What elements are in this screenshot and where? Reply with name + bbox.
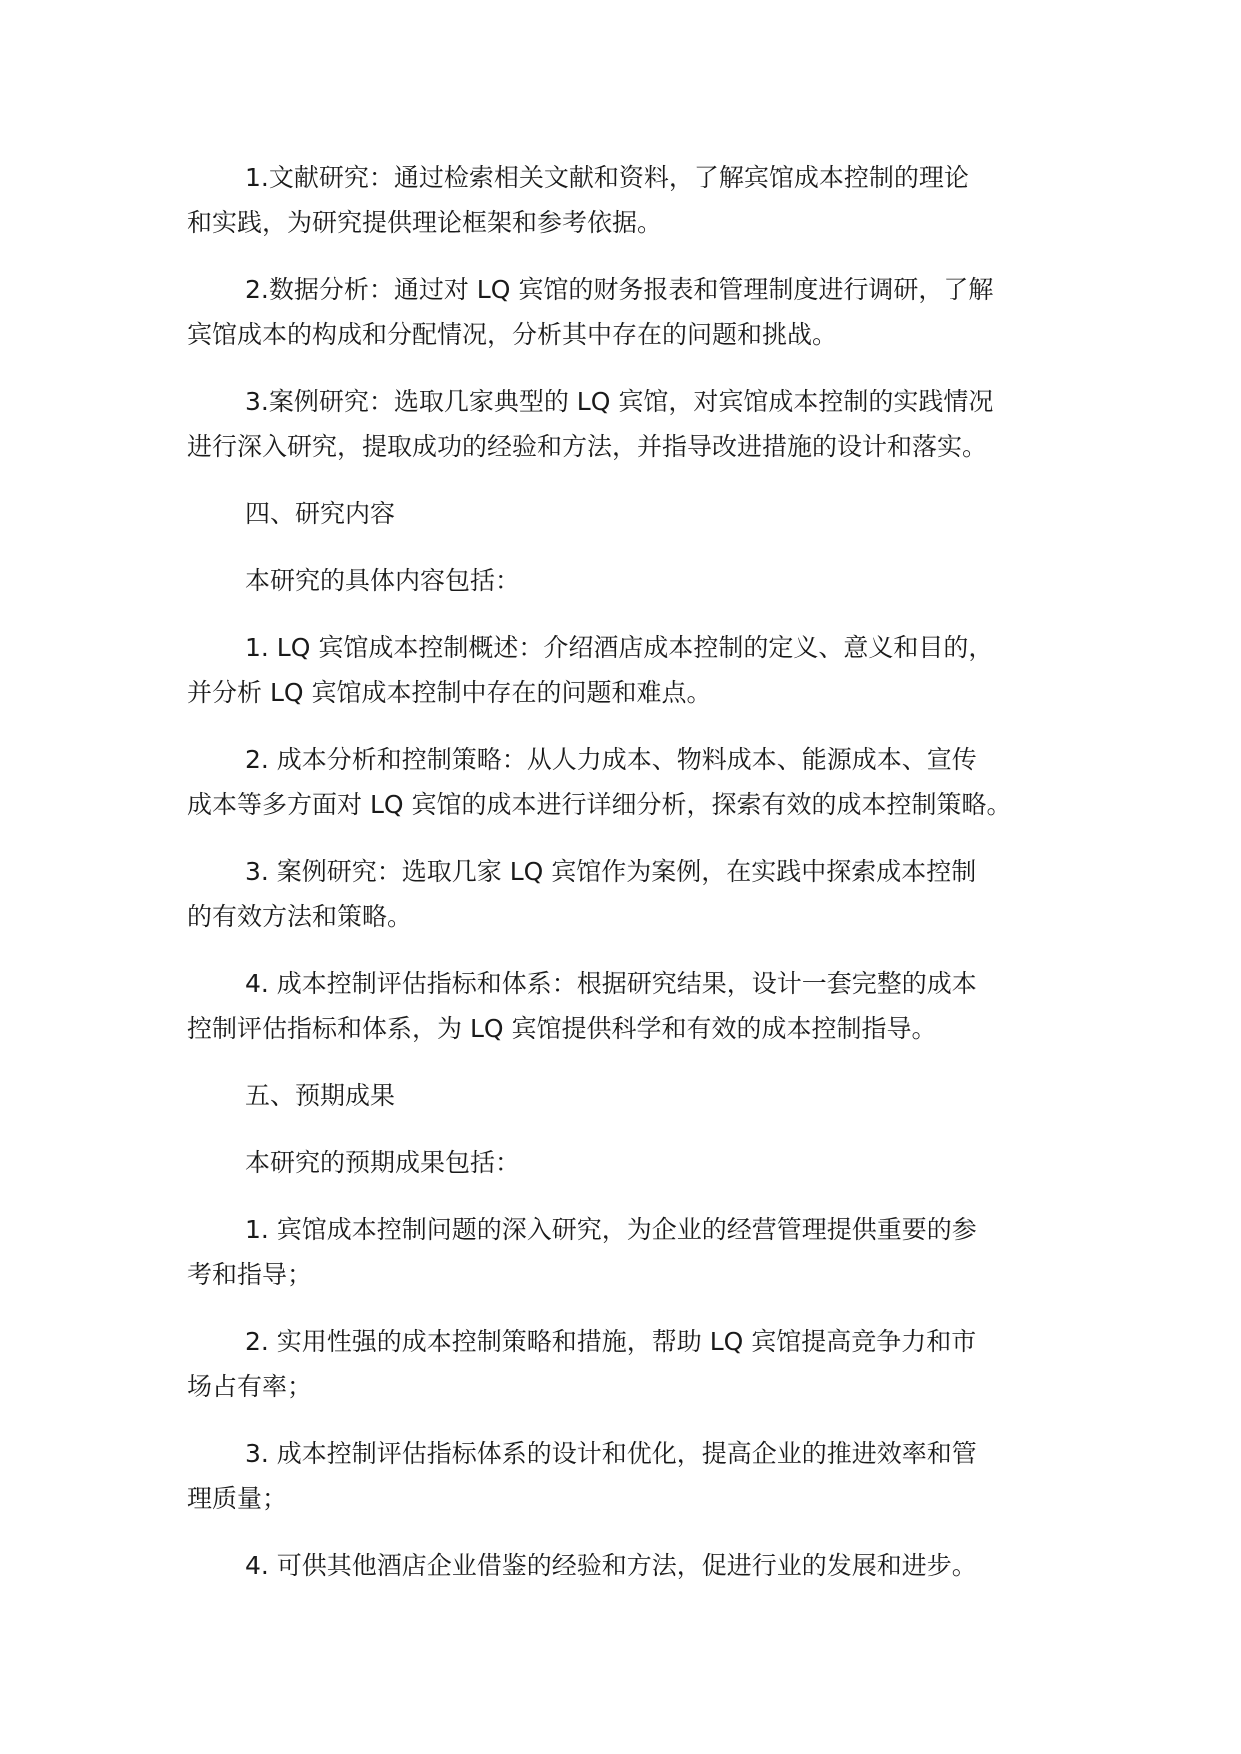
paragraph-result-2 [187, 1319, 1067, 1409]
paragraph-content-intro [187, 558, 1067, 603]
paragraph-line: 考和指导； [187, 1260, 313, 1289]
paragraph-content-analysis [187, 737, 1067, 827]
paragraph-line: 成本等多方面对 LQ 宾馆的成本进行详细分析，探索有效的成本控制策略。 [187, 790, 1012, 819]
paragraph-result-3 [187, 1431, 1067, 1521]
paragraph-line: 1. 宾馆成本控制问题的深入研究，为企业的经营管理提供重要的参 [245, 1215, 977, 1244]
heading-text: 五、预期成果 [245, 1081, 396, 1110]
paragraph-line: 2. 成本分析和控制策略：从人力成本、物料成本、能源成本、宣传 [245, 745, 977, 774]
paragraph-line: 宾馆成本的构成和分配情况，分析其中存在的问题和挑战。 [187, 320, 838, 349]
paragraph-line: 本研究的预期成果包括： [245, 1148, 521, 1177]
paragraph-results-intro [187, 1140, 1067, 1185]
section-heading-research-content [187, 491, 1067, 536]
paragraph-line: 并分析 LQ 宾馆成本控制中存在的问题和难点。 [187, 678, 712, 707]
paragraph-result-4 [187, 1543, 1067, 1588]
section-heading-expected-results [187, 1073, 1067, 1118]
paragraph-line: 本研究的具体内容包括： [245, 566, 521, 595]
document-page [187, 155, 1067, 1610]
paragraph-content-case [187, 849, 1067, 939]
paragraph-line: 1.文献研究：通过检索相关文献和资料，了解宾馆成本控制的理论 [245, 163, 969, 192]
paragraph-line: 和实践，为研究提供理论框架和参考依据。 [187, 208, 663, 237]
paragraph-line: 进行深入研究，提取成功的经验和方法，并指导改进措施的设计和落实。 [187, 432, 988, 461]
paragraph-method-case [187, 379, 1067, 469]
paragraph-line: 3. 案例研究：选取几家 LQ 宾馆作为案例，在实践中探索成本控制 [245, 857, 977, 886]
paragraph-line: 3.案例研究：选取几家典型的 LQ 宾馆，对宾馆成本控制的实践情况 [245, 387, 994, 416]
paragraph-line: 2.数据分析：通过对 LQ 宾馆的财务报表和管理制度进行调研，了解 [245, 275, 994, 304]
paragraph-line: 理质量； [187, 1484, 288, 1513]
paragraph-line: 的有效方法和策略。 [187, 902, 413, 931]
paragraph-line: 2. 实用性强的成本控制策略和措施，帮助 LQ 宾馆提高竞争力和市 [245, 1327, 977, 1356]
paragraph-method-data [187, 267, 1067, 357]
paragraph-line: 4. 成本控制评估指标和体系：根据研究结果，设计一套完整的成本 [245, 969, 977, 998]
paragraph-line: 4. 可供其他酒店企业借鉴的经验和方法，促进行业的发展和进步。 [245, 1551, 977, 1580]
paragraph-content-evaluation [187, 961, 1067, 1051]
paragraph-line: 3. 成本控制评估指标体系的设计和优化，提高企业的推进效率和管 [245, 1439, 977, 1468]
heading-text: 四、研究内容 [245, 499, 396, 528]
paragraph-line: 1. LQ 宾馆成本控制概述：介绍酒店成本控制的定义、意义和目的， [245, 633, 994, 662]
paragraph-content-overview [187, 625, 1067, 715]
paragraph-result-1 [187, 1207, 1067, 1297]
paragraph-line: 控制评估指标和体系，为 LQ 宾馆提供科学和有效的成本控制指导。 [187, 1014, 937, 1043]
paragraph-method-literature [187, 155, 1067, 245]
paragraph-line: 场占有率； [187, 1372, 313, 1401]
